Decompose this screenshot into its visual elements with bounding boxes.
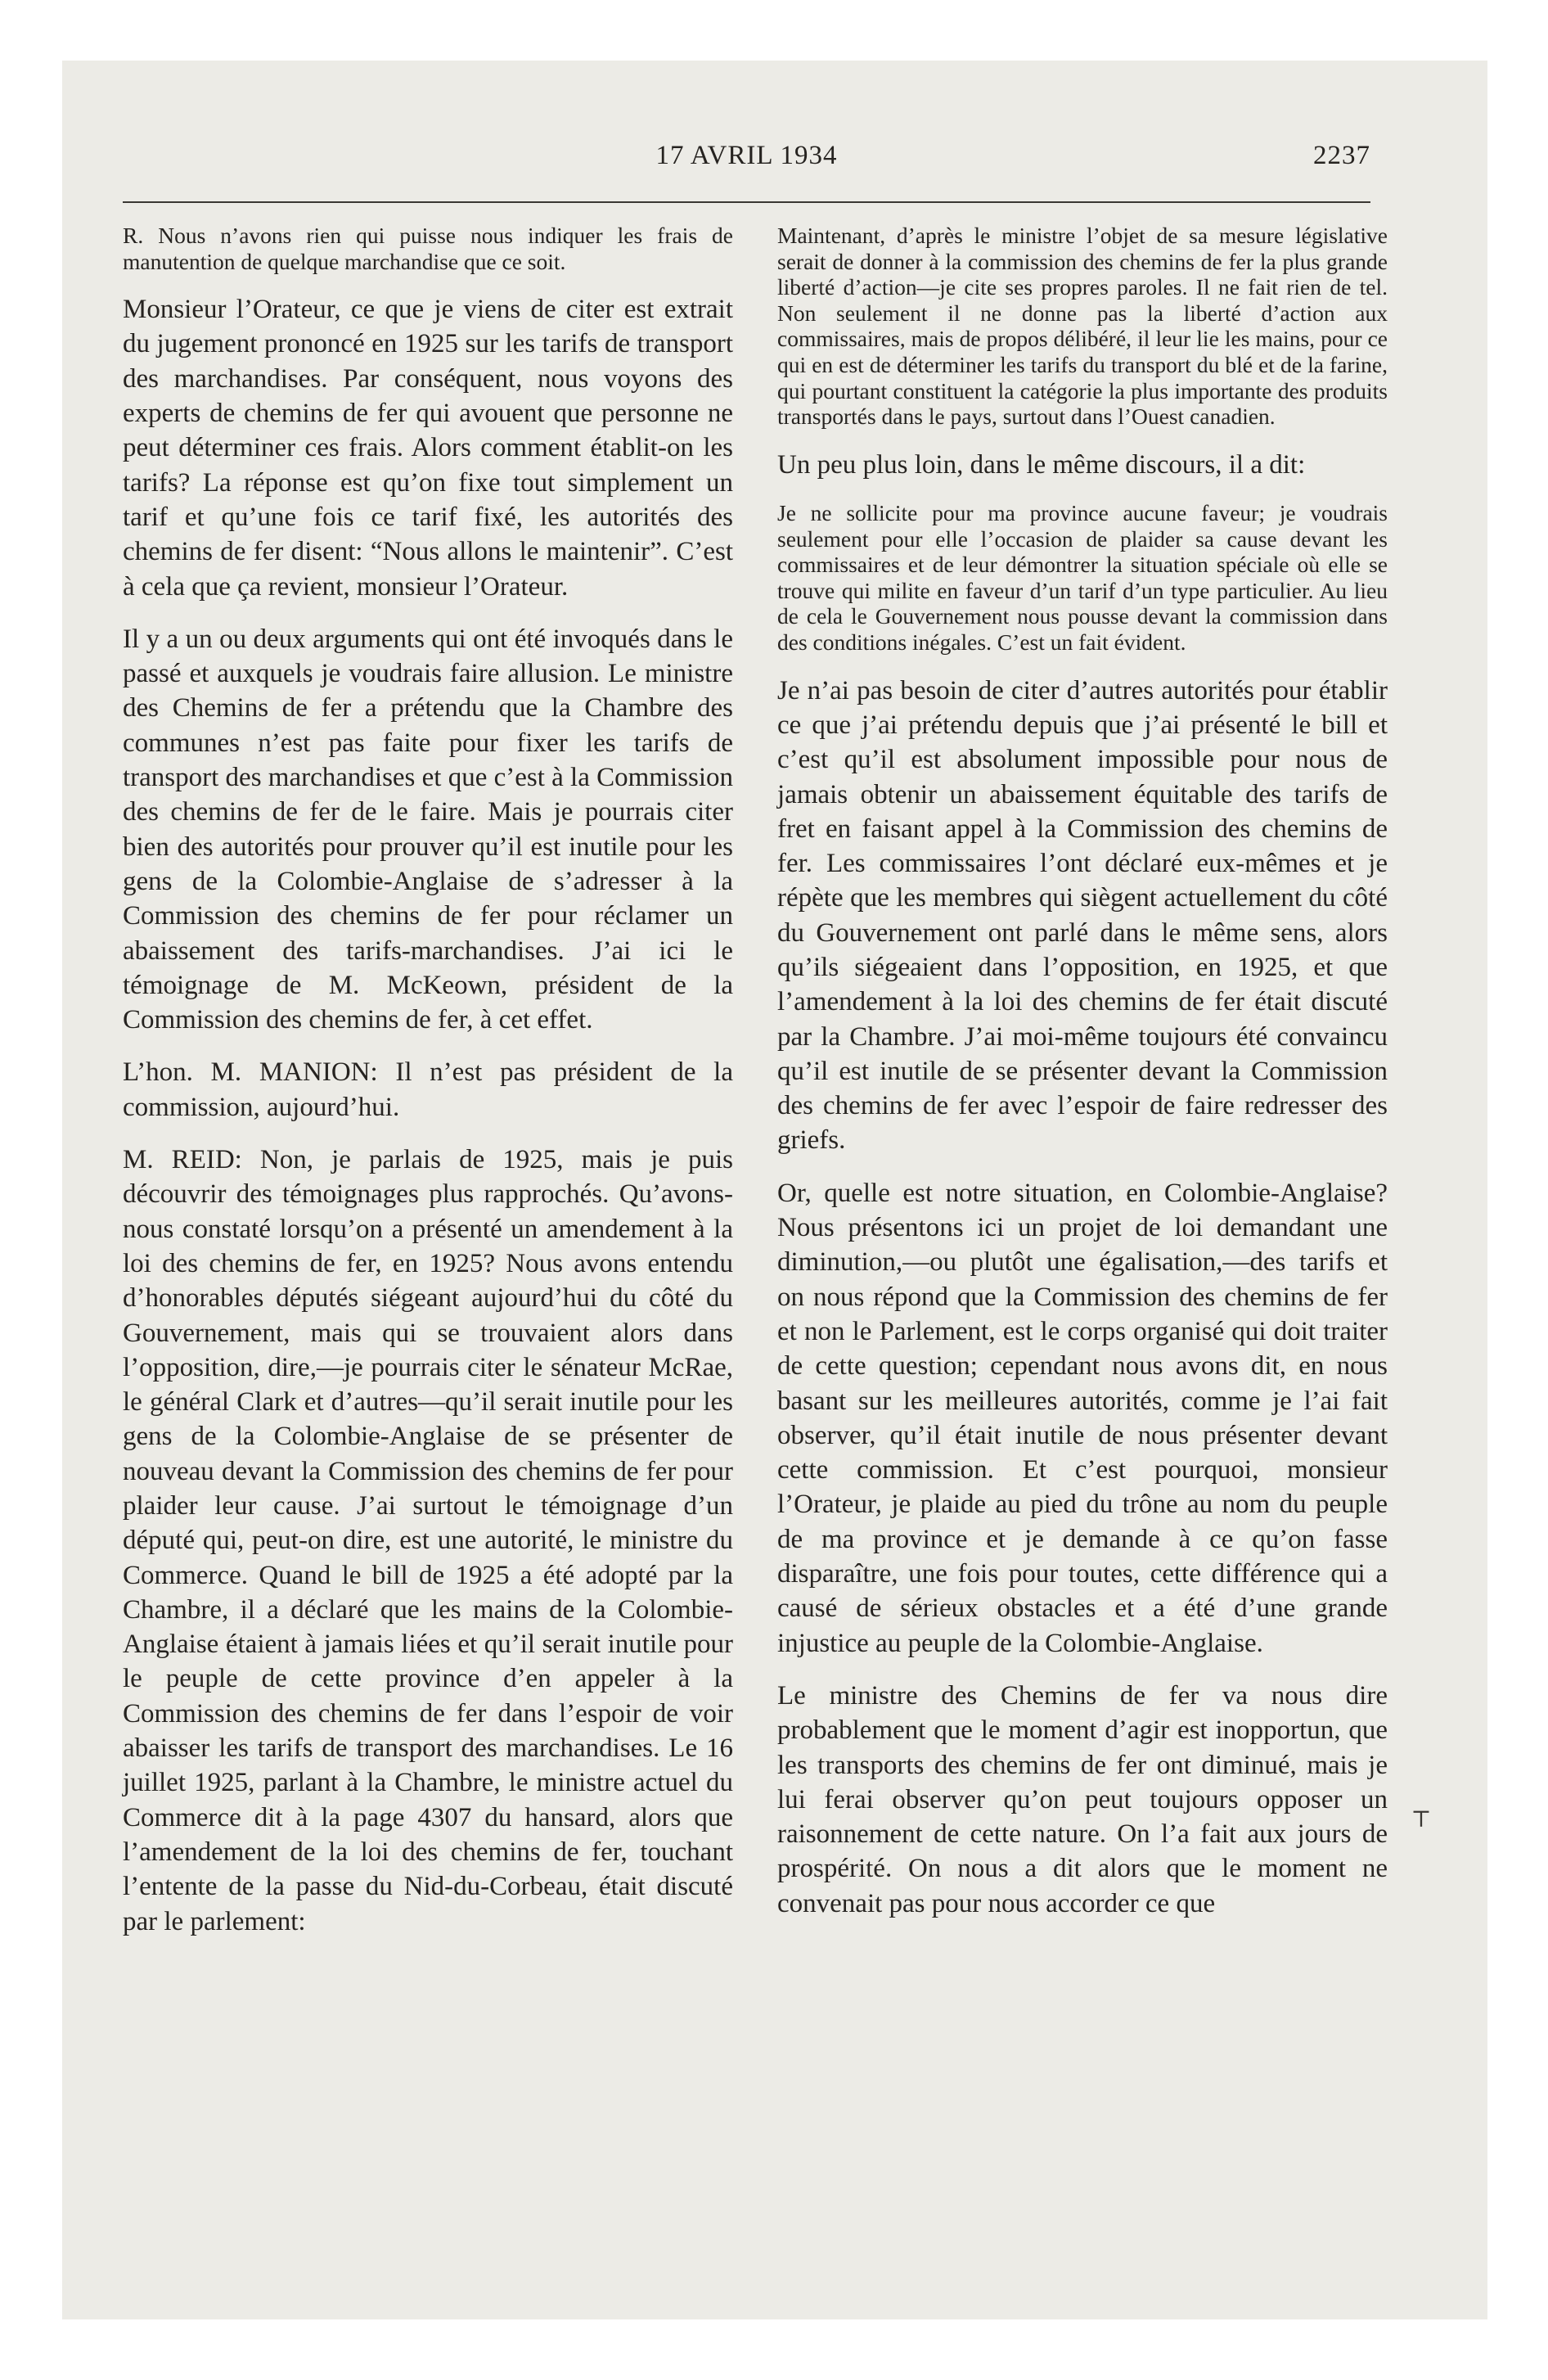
paragraph: Un peu plus loin, dans le même discours, il a dit:: [777, 449, 1306, 480]
right-column: [777, 223, 1388, 1939]
paragraph: Je n’ai pas besoin de citer d’autres autorités pour établir ce que j’ai prétendu depuis que j’ai présenté le bill et c’est qu’il est absolument impossible pour nous de jamais obtenir un abaissement équitable des tarifs de fret en faisant appel à la Commission des chemins de fer. Les commissaires l’ont déclaré eux-mêmes et je répète que les membres qui siègent actuellement du côté du Gouvernement ont parlé dans le même sens, alors qu’ils siégeaient dans l’opposition, en 1925, et que l’amendement à la loi des chemins de fer était discuté par la Chambre. J’ai moi-même toujours été convaincu qu’il est inutile de se présenter devant la Commission des chemins de fer avec l’espoir de faire redresser des griefs.: [777, 675, 1388, 1156]
paragraph: L’hon. M. MANION: Il n’est pas président de la commission, aujourd’hui.: [123, 1057, 733, 1122]
paragraph: Maintenant, d’après le ministre l’objet de sa mesure législative serait de donner à la commission des chemins de fer la plus grande liberté d’action—je cite ses propres paroles. Il ne fait rien de tel. Non seulement il ne donne pas la liberté d’action aux commissaires, mais de propos délibéré, il leur lie les mains, pour ce qui en est de déterminer les tarifs du transport du blé et de la farine, qui pourtant constituent la catégorie la plus importante des produits transportés dans le pays, surtout dans l’Ouest canadien.: [777, 223, 1388, 430]
page-header: [123, 141, 1370, 182]
running-head-date: 17 AVRIL 1934: [655, 141, 838, 170]
margin-mark: ⸆: [1412, 1805, 1430, 1845]
left-column: [123, 223, 733, 1957]
paragraph: Le ministre des Chemins de fer va nous dire probablement que le moment d’agir est inopportun, que les transports des chemins de fer ont diminué, mais je lui ferai observer qu’on peut toujours opposer un raisonnement de cette nature. On l’a fait aux jours de prospérité. On nous a dit alors que le moment ne convenait pas pour nous accorder ce que: [777, 1680, 1388, 1918]
paragraph: Or, quelle est notre situation, en Colombie-Anglaise? Nous présentons ici un projet de loi demandant une diminution,—ou plutôt une égalisation,—des tarifs et on nous répond que la Commission des chemins de fer et non le Parlement, est le corps organisé qui doit traiter de cette question; cependant nous avons dit, en nous basant sur les meilleures autorités, comme je l’ai fait observer, qu’il était inutile de nous présenter devant cette commission. Et c’est pourquoi, monsieur l’Orateur, je plaide au pied du trône au nom du peuple de ma province et je demande à ce qu’on fasse disparaître, une fois pour toutes, cette différence qui a causé de sérieux obstacles et a été d’une grande injustice au peuple de la Colombie-Anglaise.: [777, 1178, 1388, 1658]
paragraph: R. Nous n’avons rien qui puisse nous indiquer les frais de manutention de quelque marchandise que ce soit.: [123, 223, 733, 274]
paragraph: M. REID: Non, je parlais de 1925, mais je puis découvrir des témoignages plus rapprochés. Qu’avons-nous constaté lorsqu’on a présenté un amendement à la loi des chemins de fer, en 1925? Nous avons entendu d’honorables députés siégeant aujourd’hui du côté du Gouvernement, mais qui se trouvaient alors dans l’opposition, dire,—je pourrais citer le sénateur McRae, le général Clark et d’autres—qu’il serait inutile pour les gens de la Colombie-Anglaise de se présenter de nouveau devant la Commission des chemins de fer pour plaider leur cause. J’ai surtout le témoignage d’un député qui, peut-on dire, est une autorité, le ministre du Commerce. Quand le bill de 1925 a été adopté par la Chambre, il a déclaré que les mains de la Colombie-Anglaise étaient à jamais liées et qu’il serait inutile pour le peuple de cette province d’en appeler à la Commission des chemins de fer dans l’espoir de voir abaisser les tarifs de transport des marchandises. Le 16 juillet 1925, parlant à la Chambre, le ministre actuel du Commerce dit à la page 4307 du hansard, alors que l’amendement de la loi des chemins de fer, touchant l’entente de la passe du Nid-du-Corbeau, était discuté par le parlement:: [123, 1145, 733, 1936]
paragraph: Monsieur l’Orateur, ce que je viens de citer est extrait du jugement prononcé en 1925 sur les tarifs de transport des marchandises. Par conséquent, nous voyons des experts de chemins de fer qui avouent que personne ne peut déterminer ces frais. Alors comment établit-on les tarifs? La réponse est qu’on fixe tout simplement un tarif et qu’une fois ce tarif fixé, les autorités des chemins de fer disent: “Nous allons le maintenir”. C’est à cela que ça revient, monsieur l’Orateur.: [123, 295, 733, 602]
header-rule: [123, 201, 1370, 203]
paragraph: Je ne sollicite pour ma province aucune faveur; je voudrais seulement pour elle l’occasion de plaider sa cause devant les commissaires et de leur démontrer la situation spéciale où elle se trouve qui milite en faveur d’un tarif d’un type particulier. Au lieu de cela le Gouvernement nous pousse devant la commission dans des conditions inégales. C’est un fait évident.: [777, 500, 1388, 656]
paragraph: Il y a un ou deux arguments qui ont été invoqués dans le passé et auxquels je voudrais faire allusion. Le ministre des Chemins de fer a prétendu que la Chambre des communes n’est pas faite pour fixer les tarifs de transport des marchandises et que c’est à la Commission des chemins de fer de le faire. Mais je pourrais citer bien des autorités pour prouver qu’il est inutile pour les gens de la Colombie-Anglaise de s’adresser à la Commission des chemins de fer pour réclamer un abaissement des tarifs-marchandises. J’ai ici le témoignage de M. McKeown, président de la Commission des chemins de fer, à cet effet.: [123, 624, 733, 1035]
page-number: 2237: [1313, 141, 1370, 170]
